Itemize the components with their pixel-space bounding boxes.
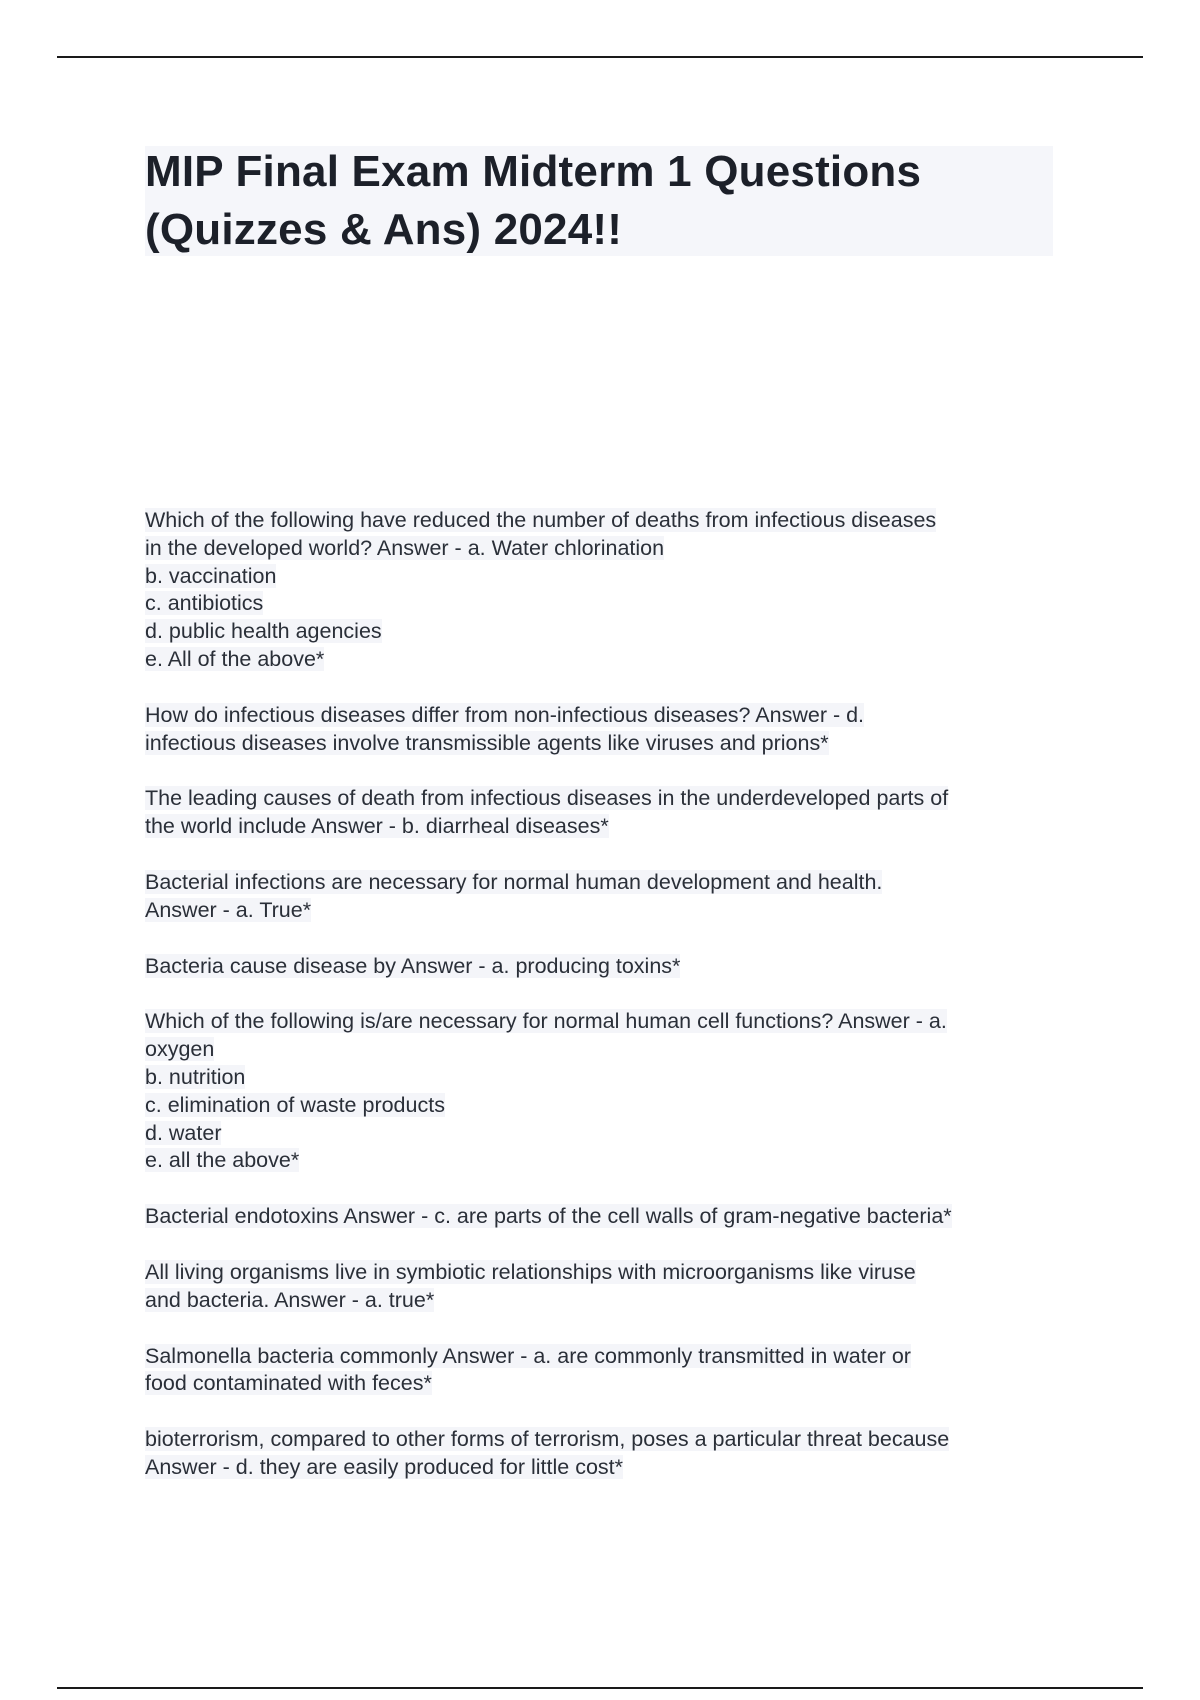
spacer xyxy=(145,980,1065,1008)
answer-option: c. antibiotics xyxy=(145,591,264,616)
bottom-rule xyxy=(57,1687,1143,1689)
answer-option: c. elimination of waste products xyxy=(145,1092,445,1117)
title-line-1: MIP Final Exam Midterm 1 Questions xyxy=(145,147,922,196)
question-line: Bacterial infections are necessary for normal human development and health. xyxy=(145,869,883,894)
spacer xyxy=(145,757,1065,785)
question-item xyxy=(145,702,1065,758)
question-line: Which of the following have reduced the number of deaths from infectious diseases xyxy=(145,508,937,532)
question-line: infectious diseases involve transmissible agents like viruses and prions* xyxy=(145,730,829,755)
question-line: How do infectious diseases differ from non-infectious diseases? Answer - d. xyxy=(145,702,865,727)
question-line: food contaminated with feces* xyxy=(145,1371,432,1396)
question-item xyxy=(145,1426,1065,1482)
question-line: Bacteria cause disease by Answer - a. producing toxins* xyxy=(145,953,681,978)
question-line: the world include Answer - b. diarrheal diseases* xyxy=(145,814,609,839)
question-item xyxy=(145,1203,1065,1231)
question-line: in the developed world? Answer - a. Water chlorination xyxy=(145,535,665,560)
question-item xyxy=(145,953,1065,981)
spacer xyxy=(145,1175,1065,1203)
answer-option: e. All of the above* xyxy=(145,646,325,671)
answer-option: b. nutrition xyxy=(145,1064,246,1089)
question-item xyxy=(145,507,1065,674)
question-line: Answer - a. True* xyxy=(145,897,312,922)
question-line: The leading causes of death from infectious diseases in the underdeveloped parts of xyxy=(145,786,949,811)
answer-option: e. all the above* xyxy=(145,1148,300,1173)
title-line-2: (Quizzes & Ans) 2024!! xyxy=(145,205,623,254)
document-title xyxy=(145,146,1053,256)
question-list xyxy=(145,507,1065,1482)
question-line: bioterrorism, compared to other forms of terrorism, poses a particular threat because xyxy=(145,1427,950,1452)
spacer xyxy=(145,925,1065,953)
question-line: Bacterial endotoxins Answer - c. are parts of the cell walls of gram-negative bacteria* xyxy=(145,1204,952,1229)
question-line: Which of the following is/are necessary for normal human cell functions? Answer - a. xyxy=(145,1009,947,1034)
question-item xyxy=(145,1259,1065,1315)
answer-option: b. vaccination xyxy=(145,563,277,588)
question-item xyxy=(145,1343,1065,1399)
spacer xyxy=(145,1315,1065,1343)
question-item xyxy=(145,1008,1065,1175)
answer-option: d. water xyxy=(145,1120,222,1145)
answer-option: d. public health agencies xyxy=(145,619,382,644)
question-item xyxy=(145,869,1065,925)
question-line: Salmonella bacteria commonly Answer - a. are commonly transmitted in water or xyxy=(145,1343,911,1368)
question-line: oxygen xyxy=(145,1037,215,1062)
question-item xyxy=(145,785,1065,841)
question-line: Answer - d. they are easily produced for little cost* xyxy=(145,1454,623,1479)
top-rule xyxy=(57,56,1143,58)
spacer xyxy=(145,674,1065,702)
question-line: and bacteria. Answer - a. true* xyxy=(145,1287,435,1312)
spacer xyxy=(145,1231,1065,1259)
spacer xyxy=(145,1398,1065,1426)
spacer xyxy=(145,841,1065,869)
question-line: All living organisms live in symbiotic relationships with microorganisms like viruse xyxy=(145,1259,916,1284)
